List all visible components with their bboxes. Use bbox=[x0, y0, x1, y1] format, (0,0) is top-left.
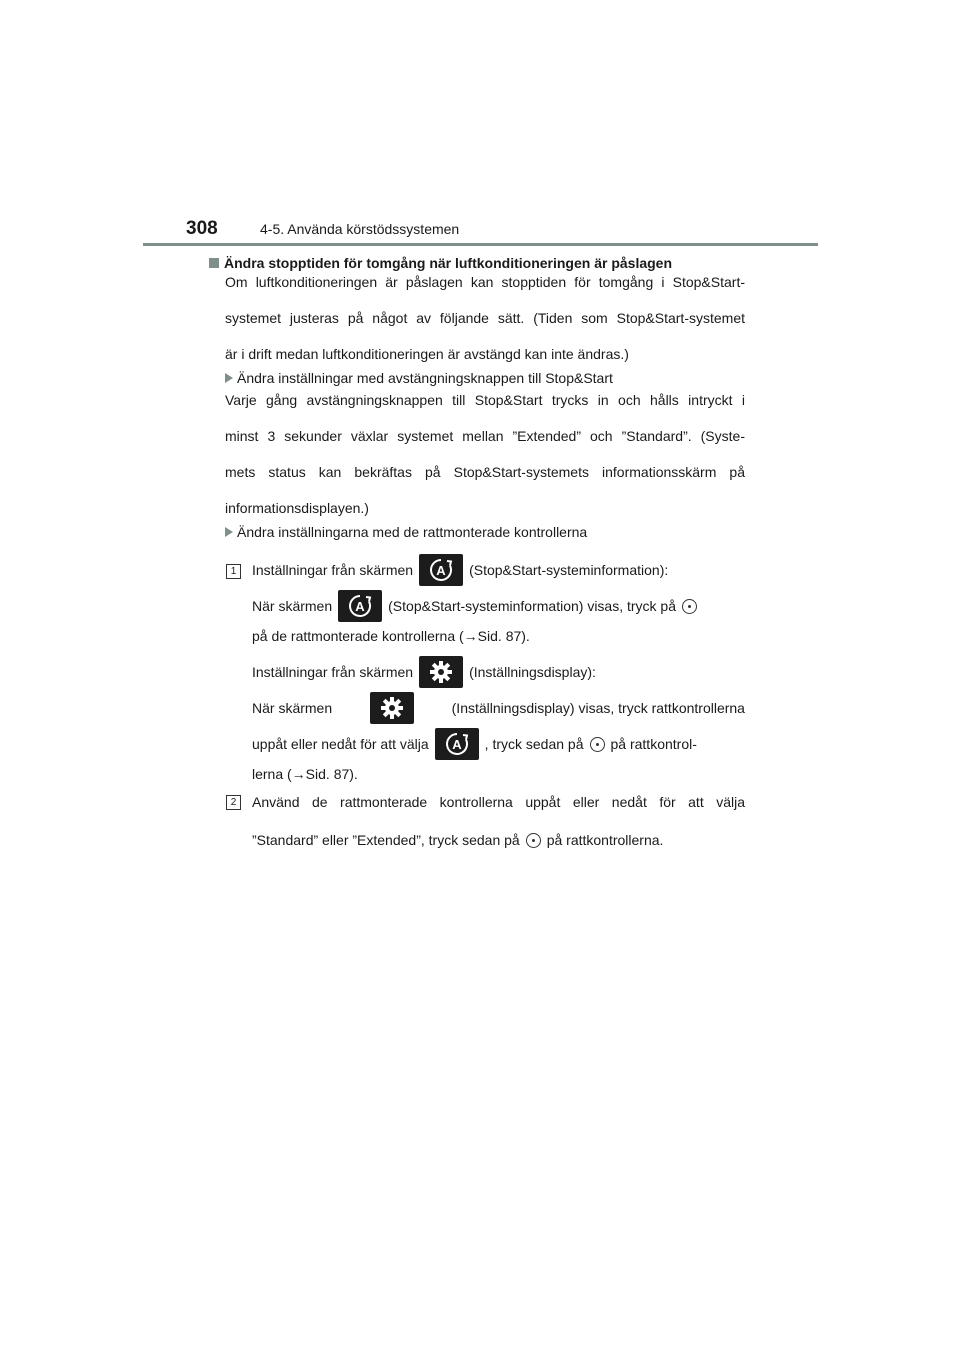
stop-start-a-icon bbox=[419, 554, 463, 586]
content bbox=[209, 254, 745, 849]
step2-line1: Använd de rattmonterade kontrollerna uppåt eller nedåt för att välja bbox=[252, 794, 745, 810]
step1-a-line3: på de rattmonterade kontrollerna (→Sid. 87). bbox=[252, 628, 530, 644]
step1-b-line2: När skärmen (Inställningsdisplay) visas, tryck rattkontrollerna bbox=[252, 689, 745, 727]
step1-b-line4: lerna (→Sid. 87). bbox=[252, 766, 358, 782]
intro-line: systemet justeras på något av följande sätt. (Tiden som Stop&Start-systemet bbox=[225, 310, 745, 326]
gear-icon bbox=[419, 656, 463, 688]
stop-start-a-icon bbox=[338, 590, 382, 622]
svg-text:A: A bbox=[355, 599, 365, 614]
step1-b-line3: uppåt eller nedåt för att välja A , tryck sedan på på rattkontrol- bbox=[252, 725, 745, 763]
triangle-bullet-icon bbox=[225, 527, 233, 537]
intro-paragraph bbox=[209, 273, 745, 849]
step-number-badge: 1 bbox=[226, 564, 241, 579]
step1-a-line1: Inställningar från skärmen A (Stop&Start-systeminformation): bbox=[252, 551, 745, 589]
body-line: Varje gång avstängningsknappen till Stop&Start trycks in och hålls intryckt i bbox=[225, 392, 745, 408]
svg-text:A: A bbox=[451, 737, 462, 752]
intro-line: Om luftkonditioneringen är påslagen kan stopptiden för tomgång i Stop&Start- bbox=[225, 274, 745, 290]
header-rule bbox=[143, 243, 818, 246]
method1-title: Ändra inställningar med avstängningsknappen till Stop&Start bbox=[225, 369, 745, 387]
square-bullet-icon bbox=[209, 258, 219, 268]
svg-text:A: A bbox=[436, 563, 446, 578]
triangle-bullet-icon bbox=[225, 373, 233, 383]
stop-start-a-icon bbox=[435, 728, 479, 760]
enter-button-icon bbox=[590, 737, 605, 752]
enter-button-icon bbox=[682, 599, 697, 614]
body-line: minst 3 sekunder växlar systemet mellan ”Extended” och ”Standard”. (Syste- bbox=[225, 428, 745, 444]
enter-button-icon bbox=[526, 833, 541, 848]
chapter-title: 4-5. Använda körstödssystemen bbox=[260, 221, 460, 237]
step-2 bbox=[225, 793, 745, 849]
method2-title: Ändra inställningarna med de rattmonterade kontrollerna bbox=[225, 523, 745, 541]
page-number: 308 bbox=[186, 218, 218, 239]
intro-line: är i drift medan luftkonditioneringen är avstängd kan inte ändras.) bbox=[225, 346, 629, 362]
step-1 bbox=[225, 551, 745, 783]
step-number-badge: 2 bbox=[226, 795, 241, 810]
step2-line2: ”Standard” eller ”Extended”, tryck sedan på på rattkontrollerna. bbox=[252, 832, 664, 848]
body-line: informationsdisplayen.) bbox=[225, 500, 369, 516]
step1-a-line2: När skärmen A (Stop&Start-systeminformation) visas, tryck på bbox=[252, 587, 745, 625]
step1-b-line1: Inställningar från skärmen (Inställningsdisplay): bbox=[252, 653, 745, 691]
body-line: mets status kan bekräftas på Stop&Start-systemets informationsskärm på bbox=[225, 464, 745, 480]
section-heading: Ändra stopptiden för tomgång när luftkonditioneringen är påslagen bbox=[209, 254, 745, 272]
method1-body bbox=[225, 391, 745, 517]
gear-icon bbox=[370, 692, 414, 724]
